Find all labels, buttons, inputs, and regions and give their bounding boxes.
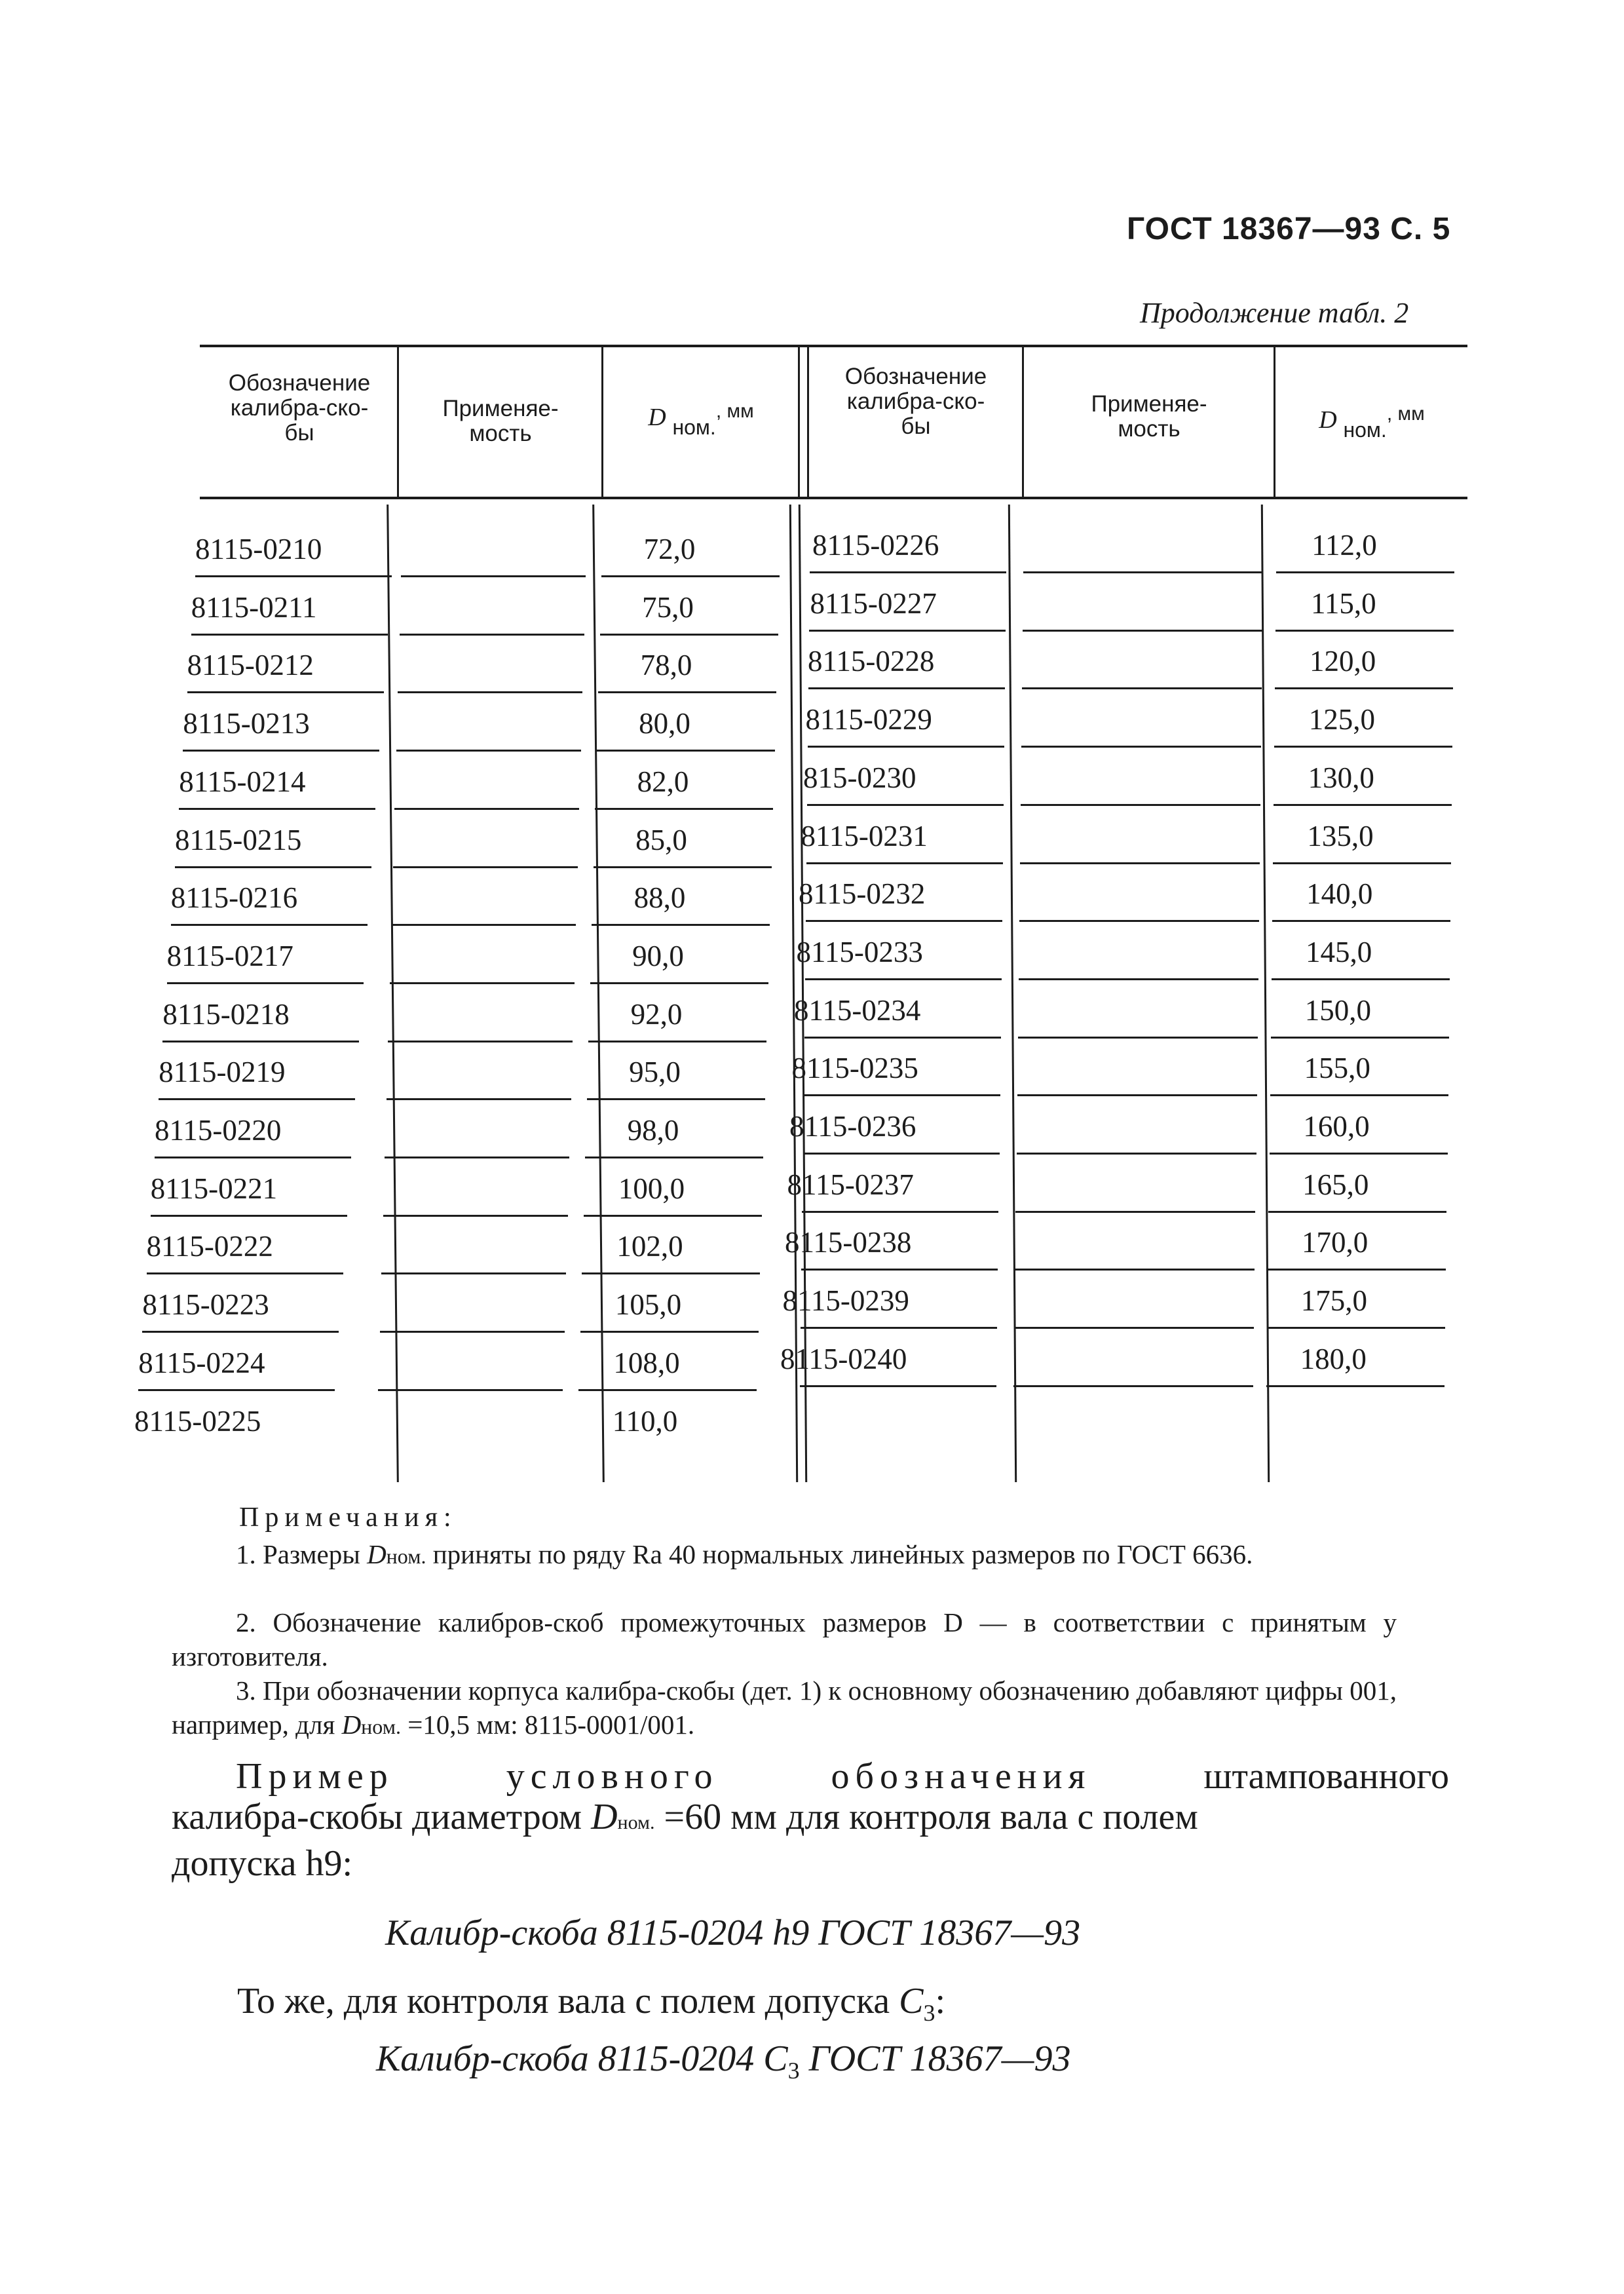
left-designation-cell: 8115-0215 xyxy=(175,823,302,856)
header-d-nominal: D ном., мм xyxy=(648,400,754,439)
left-d-nominal-cell: 105,0 xyxy=(614,1288,682,1322)
right-row-rule xyxy=(1019,920,1259,922)
left-row-rule xyxy=(394,808,579,810)
left-row-rule xyxy=(582,1272,760,1274)
right-row-rule xyxy=(1266,1385,1445,1387)
right-row-rule xyxy=(1270,1153,1448,1155)
left-row-rule xyxy=(138,1389,335,1391)
left-row-rule xyxy=(142,1331,339,1333)
left-row-rule xyxy=(391,924,576,926)
right-row-rule xyxy=(803,1153,1000,1155)
col-divider xyxy=(1008,505,1017,1482)
right-row-rule xyxy=(1267,1327,1445,1329)
left-d-nominal-cell: 92,0 xyxy=(630,997,683,1031)
left-row-rule xyxy=(398,691,582,693)
left-row-rule xyxy=(191,634,388,636)
formula-h9: Калибр-скоба 8115-0204 h9 ГОСТ 18367—93 xyxy=(385,1913,1081,1953)
note-3: 3. При обозначении корпуса калибра-скобы (дет. 1) к основному обозначению добавляют цифры 001, например, для Dном. =10,5 мм: 8115-0001/001. xyxy=(172,1675,1397,1740)
right-row-rule xyxy=(807,804,1004,806)
left-row-rule xyxy=(159,1098,355,1100)
header-applicability: Применяе- мость xyxy=(442,396,559,446)
right-row-rule xyxy=(808,687,1005,689)
left-designation-cell: 8115-0220 xyxy=(155,1114,282,1147)
col-divider-double xyxy=(798,347,800,497)
right-d-nominal-cell: 145,0 xyxy=(1305,935,1372,968)
left-row-rule xyxy=(381,1272,566,1274)
left-row-rule xyxy=(383,1215,568,1217)
right-d-nominal-cell: 120,0 xyxy=(1309,645,1376,678)
right-row-rule xyxy=(806,920,1002,922)
right-designation-cell: 8115-0236 xyxy=(789,1110,916,1143)
right-row-rule xyxy=(1014,1327,1254,1329)
left-row-rule xyxy=(380,1331,565,1333)
right-designation-cell: 8115-0238 xyxy=(785,1226,912,1259)
left-designation-cell: 8115-0216 xyxy=(170,881,298,915)
right-row-rule xyxy=(1272,978,1450,980)
right-d-nominal-cell: 165,0 xyxy=(1302,1168,1369,1201)
right-designation-cell: 8115-0234 xyxy=(794,993,921,1027)
col-divider xyxy=(592,505,605,1482)
left-row-rule xyxy=(590,982,768,984)
example-line-3: допуска h9: xyxy=(172,1843,353,1884)
left-d-nominal-cell: 108,0 xyxy=(613,1346,680,1379)
right-row-rule xyxy=(1015,1269,1255,1271)
right-row-rule xyxy=(1018,1037,1258,1039)
left-d-nominal-cell: 100,0 xyxy=(618,1172,685,1205)
example-line-2: калибра-скобы диаметром Dном. =60 мм для контроля вала с полем xyxy=(172,1797,1198,1837)
left-designation-cell: 8115-0221 xyxy=(150,1172,278,1205)
left-designation-cell: 8115-0224 xyxy=(138,1346,265,1379)
left-d-nominal-cell: 80,0 xyxy=(639,707,690,740)
right-row-rule xyxy=(806,862,1003,864)
left-row-rule xyxy=(390,982,575,984)
right-row-rule xyxy=(804,1037,1001,1039)
example-line-1: Пример условного обозначения штампованного xyxy=(236,1756,1449,1797)
left-row-rule xyxy=(598,691,776,693)
left-d-nominal-cell: 88,0 xyxy=(633,881,686,915)
right-d-nominal-cell: 135,0 xyxy=(1307,819,1374,852)
left-row-rule xyxy=(600,634,778,636)
right-row-rule xyxy=(1276,571,1454,573)
right-row-rule xyxy=(1021,804,1260,806)
right-row-rule xyxy=(1274,804,1452,806)
right-row-rule xyxy=(1017,1094,1257,1096)
right-row-rule xyxy=(804,1094,1000,1096)
right-row-rule xyxy=(1022,687,1262,689)
right-row-rule xyxy=(1023,571,1263,573)
left-row-rule xyxy=(147,1272,343,1274)
right-designation-cell: 8115-0228 xyxy=(808,645,935,678)
right-row-rule xyxy=(1270,1094,1448,1096)
left-row-rule xyxy=(597,750,775,752)
right-row-rule xyxy=(1272,920,1450,922)
col-divider xyxy=(601,347,603,497)
left-row-rule xyxy=(587,1098,765,1100)
header-d-nominal-right: D ном., мм xyxy=(1319,403,1425,442)
right-d-nominal-cell: 175,0 xyxy=(1300,1284,1368,1318)
right-designation-cell: 8115-0240 xyxy=(780,1342,907,1375)
right-row-rule xyxy=(1268,1211,1446,1213)
left-d-nominal-cell: 110,0 xyxy=(612,1404,678,1438)
right-d-nominal-cell: 170,0 xyxy=(1301,1226,1369,1259)
left-row-rule xyxy=(578,1389,757,1391)
right-designation-cell: 8115-0233 xyxy=(796,935,923,968)
col-divider xyxy=(1261,505,1270,1482)
left-designation-cell: 8115-0212 xyxy=(187,649,314,682)
right-designation-cell: 815-0230 xyxy=(803,761,916,794)
left-row-rule xyxy=(388,1041,573,1042)
right-row-rule xyxy=(808,746,1004,748)
right-row-rule xyxy=(1271,1037,1449,1039)
left-row-rule xyxy=(601,575,780,577)
left-row-rule xyxy=(171,924,368,926)
right-row-rule xyxy=(1268,1269,1446,1271)
col-divider xyxy=(387,505,399,1482)
right-designation-cell: 8115-0235 xyxy=(791,1052,918,1085)
right-row-rule xyxy=(801,1269,998,1271)
notes-title: Примечания: xyxy=(239,1502,457,1533)
left-row-rule xyxy=(401,575,586,577)
left-designation-cell: 8115-0223 xyxy=(142,1288,269,1322)
right-d-nominal-cell: 150,0 xyxy=(1304,993,1372,1027)
col-divider xyxy=(1022,347,1024,497)
right-d-nominal-cell: 125,0 xyxy=(1308,703,1376,736)
left-row-rule xyxy=(585,1157,763,1158)
example-paragraph xyxy=(172,1756,1449,1884)
right-row-rule xyxy=(1273,862,1451,864)
same-for-c3-line: То же, для контроля вала с полем допуска $С_3$: xyxy=(237,1981,946,2027)
left-row-rule xyxy=(183,750,379,752)
left-row-rule xyxy=(167,982,364,984)
right-d-nominal-cell: 130,0 xyxy=(1308,761,1374,794)
note-1: 1. Размеры Dном. приняты по ряду Ra 40 нормальных линейных размеров по ГОСТ 6636. xyxy=(236,1539,1253,1569)
right-designation-cell: 8115-0232 xyxy=(799,877,926,911)
right-designation-cell: 8115-0237 xyxy=(787,1168,914,1201)
left-designation-cell: 8115-0218 xyxy=(162,997,290,1031)
right-designation-cell: 8115-0226 xyxy=(812,529,939,562)
right-row-rule xyxy=(801,1327,997,1329)
right-row-rule xyxy=(809,630,1006,632)
right-row-rule xyxy=(1023,630,1262,632)
left-designation-cell: 8115-0219 xyxy=(159,1056,286,1089)
left-d-nominal-cell: 85,0 xyxy=(635,823,687,856)
left-row-rule xyxy=(400,634,584,636)
right-d-nominal-cell: 155,0 xyxy=(1304,1052,1370,1085)
note-2: 2. Обозначение калибров-скоб промежуточных размеров D — в соответствии с принятым у изготовителя. xyxy=(172,1607,1397,1672)
right-d-nominal-cell: 115,0 xyxy=(1311,586,1376,620)
right-row-rule xyxy=(1020,862,1260,864)
col-divider-double xyxy=(807,347,809,497)
left-row-rule xyxy=(393,866,578,868)
left-row-rule xyxy=(155,1157,351,1158)
col-divider xyxy=(1274,347,1275,497)
right-row-rule xyxy=(802,1211,998,1213)
left-row-rule xyxy=(584,1215,762,1217)
left-row-rule xyxy=(151,1215,347,1217)
left-designation-cell: 8115-0211 xyxy=(191,590,317,624)
left-d-nominal-cell: 75,0 xyxy=(642,590,694,624)
right-row-rule xyxy=(1275,630,1454,632)
left-designation-cell: 8115-0222 xyxy=(146,1230,273,1263)
left-designation-cell: 8115-0214 xyxy=(179,765,306,798)
left-designation-cell: 8115-0213 xyxy=(183,707,310,740)
right-row-rule xyxy=(800,1385,996,1387)
right-row-rule xyxy=(1017,1153,1256,1155)
right-designation-cell: 8115-0227 xyxy=(810,586,937,620)
right-row-rule xyxy=(810,571,1006,573)
right-row-rule xyxy=(805,978,1002,980)
left-designation-cell: 8115-0217 xyxy=(166,939,293,972)
right-row-rule xyxy=(1021,746,1261,748)
left-d-nominal-cell: 90,0 xyxy=(632,939,684,972)
right-d-nominal-cell: 112,0 xyxy=(1312,529,1377,562)
right-designation-cell: 8115-0239 xyxy=(782,1284,909,1318)
left-row-rule xyxy=(595,808,773,810)
left-designation-cell: 8115-0225 xyxy=(134,1404,261,1438)
left-row-rule xyxy=(187,691,384,693)
right-d-nominal-cell: 160,0 xyxy=(1303,1110,1370,1143)
left-row-rule xyxy=(580,1331,759,1333)
right-row-rule xyxy=(1013,1385,1253,1387)
left-row-rule xyxy=(378,1389,563,1391)
header-applicability-right: Применяе- мость xyxy=(1091,391,1207,442)
left-row-rule xyxy=(195,575,392,577)
right-row-rule xyxy=(1275,687,1453,689)
header-designation-right: Обозначение калибра-ско- бы xyxy=(844,364,987,439)
left-d-nominal-cell: 78,0 xyxy=(640,649,692,682)
left-row-rule xyxy=(175,866,371,868)
left-row-rule xyxy=(588,1041,766,1042)
left-row-rule xyxy=(592,924,770,926)
header-designation: Обозначение калибра-ско- бы xyxy=(228,370,371,446)
left-d-nominal-cell: 82,0 xyxy=(637,765,689,798)
left-row-rule xyxy=(594,866,772,868)
left-row-rule xyxy=(179,808,375,810)
page-header: ГОСТ 18367—93 С. 5 xyxy=(1127,212,1451,246)
table-continuation-label: Продолжение табл. 2 xyxy=(1140,297,1409,329)
formula-c3: Калибр-скоба 8115-0204 $С_3$ ГОСТ 18367—93 xyxy=(376,2038,1071,2084)
left-row-rule xyxy=(396,750,581,752)
right-d-nominal-cell: 180,0 xyxy=(1300,1342,1367,1375)
left-row-rule xyxy=(162,1041,359,1042)
table-top-rule xyxy=(200,345,1467,347)
right-row-rule xyxy=(1274,746,1452,748)
col-divider xyxy=(397,347,399,497)
left-d-nominal-cell: 95,0 xyxy=(629,1056,681,1089)
right-designation-cell: 8115-0231 xyxy=(801,819,928,852)
table-header-rule xyxy=(200,497,1467,499)
right-designation-cell: 8115-0229 xyxy=(805,703,932,736)
left-designation-cell: 8115-0210 xyxy=(195,533,322,565)
left-row-rule xyxy=(385,1157,569,1158)
left-d-nominal-cell: 102,0 xyxy=(616,1230,683,1263)
left-d-nominal-cell: 72,0 xyxy=(643,533,696,565)
left-row-rule xyxy=(387,1098,571,1100)
right-row-rule xyxy=(1015,1211,1255,1213)
left-d-nominal-cell: 98,0 xyxy=(627,1114,679,1147)
right-row-rule xyxy=(1019,978,1258,980)
right-d-nominal-cell: 140,0 xyxy=(1306,877,1373,911)
